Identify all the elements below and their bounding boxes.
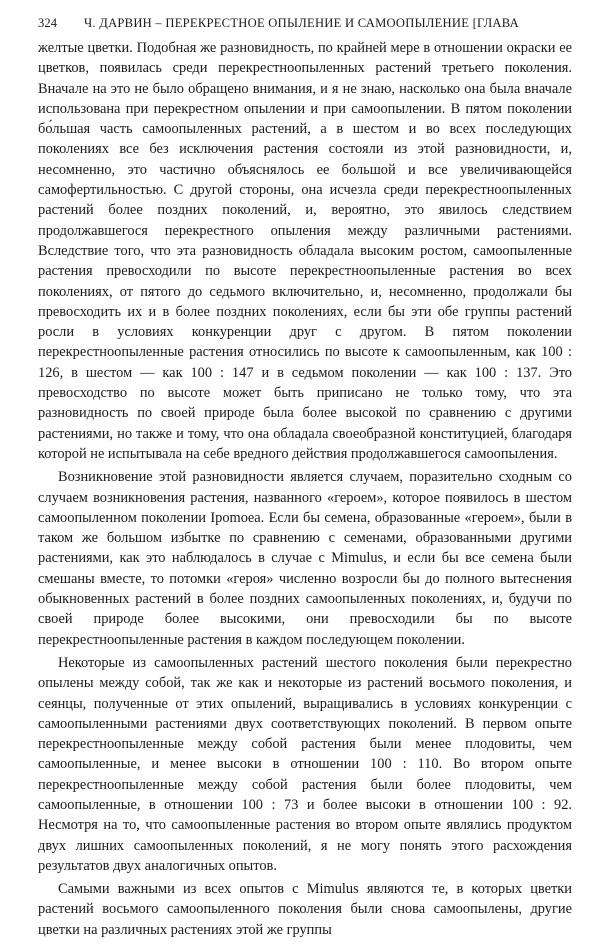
paragraph-hero-variety: Возникновение этой разновидности является случаем, поразительно сходным со случаем возникновения растения, названного «героем», которое появилось в шестом самоопыленном поколении Ipomoea. Если бы семена, образованные «героем», были в таком же большом избытке по сравнению с семенами, образованными другими растениями, как это наблюдалось в случае с Mimulus, и если бы все семена были смешаны вместе, то потомки «героя» численно возросли бы до полного вытеснения обыкновенных растений в более поздних самоопыленных поколениях, и, будучи по своей природе более высокими, они превосходили бы по высоте перекрестноопыленные растения в каждом последующем поколении. xyxy=(38,469,572,648)
paragraph-intercrossed-experiments: Некоторые из самоопыленных растений шестого поколения были перекрестно опылены между собой, так же как и некоторые из растений восьмого поколения, и сеянцы, полученные от этих опылений, выращивались в условиях конкуренции с самоопыленными растениями двух соответствующих поколений. В первом опыте перекрестноопыленные между собой растения были менее плодовиты, чем самоопыленные, и менее высоки в отношении 100 : 110. Во втором опыте перекрестноопыленные между собой растения были более плодовиты, чем самоопыленные, в отношении 100 : 73 и более высоки в отношении 100 : 92. Несмотря на то, что самоопыленные растения во втором опыте являлись продуктом двух лишних самоопыленных поколений, я не могу понять этого расхождения результатов двух аналогичных опытов. xyxy=(38,654,572,874)
page-number: 324 xyxy=(38,16,58,30)
paragraph-continued: желтые цветки. Подобная же разновидность, по крайней мере в отношении окраски ее цветков, появилась среди перекрестноопыленных растений третьего поколения. Вначале на это не было обращено внимания, и я не знаю, насколько она была вначале использована при перекрестном опылении и при самоопылении. В пятом поколении бо́льшая часть самоопыленных растений, а в шестом и во всех последующих поколениях все без исключения растения состояли из этой разновидности, и, несомненно, это частично объяснялось ее большой и все увеличивающейся самофертильностью. С другой стороны, она исчезла среди перекрестноопыленных растений более поздних поколений, и, вероятно, это явилось следствием продолжавшегося перекрестного опыления между различными растениями. Вследствие того, что эта разновидность обладала высоким ростом, самоопыленные растения превосходили по высоте перекрестноопыленные растения во всех поколениях, от пятого до седьмого включительно, и, несомненно, продолжали бы превосходить их и в более поздних поколениях, если бы эти обе группы растений росли в условиях конкуренции друг с другом. В пятом поколении перекрестноопыленные растения относились по высоте к самоопыленным, как 100 : 126, в шестом — как 100 : 147 и в седьмом поколении — как 100 : 137. Это превосходство по высоте может быть приписано не только тому, что эта разновидность по своей природе была более высокой по сравнению с другими растениями, но также и тому, что она обладала своеобразной конституцией, благодаря которой не испытывала на себе вредного действия продолжавшегося самоопыления. xyxy=(38,40,572,462)
paragraph-important-experiments: Самыми важными из всех опытов с Mimulus являются те, в которых цветки растений восьмого самоопыленного поколения были снова самоопылены, другие цветки на различных растениях этой же группы xyxy=(38,881,572,938)
book-page xyxy=(38,14,572,940)
body-text xyxy=(38,38,572,940)
page-header xyxy=(38,14,572,32)
running-title: Ч. ДАРВИН – ПЕРЕКРЕСТНОЕ ОПЫЛЕНИЕ И САМООПЫЛЕНИЕ [ГЛАВА xyxy=(84,16,519,30)
